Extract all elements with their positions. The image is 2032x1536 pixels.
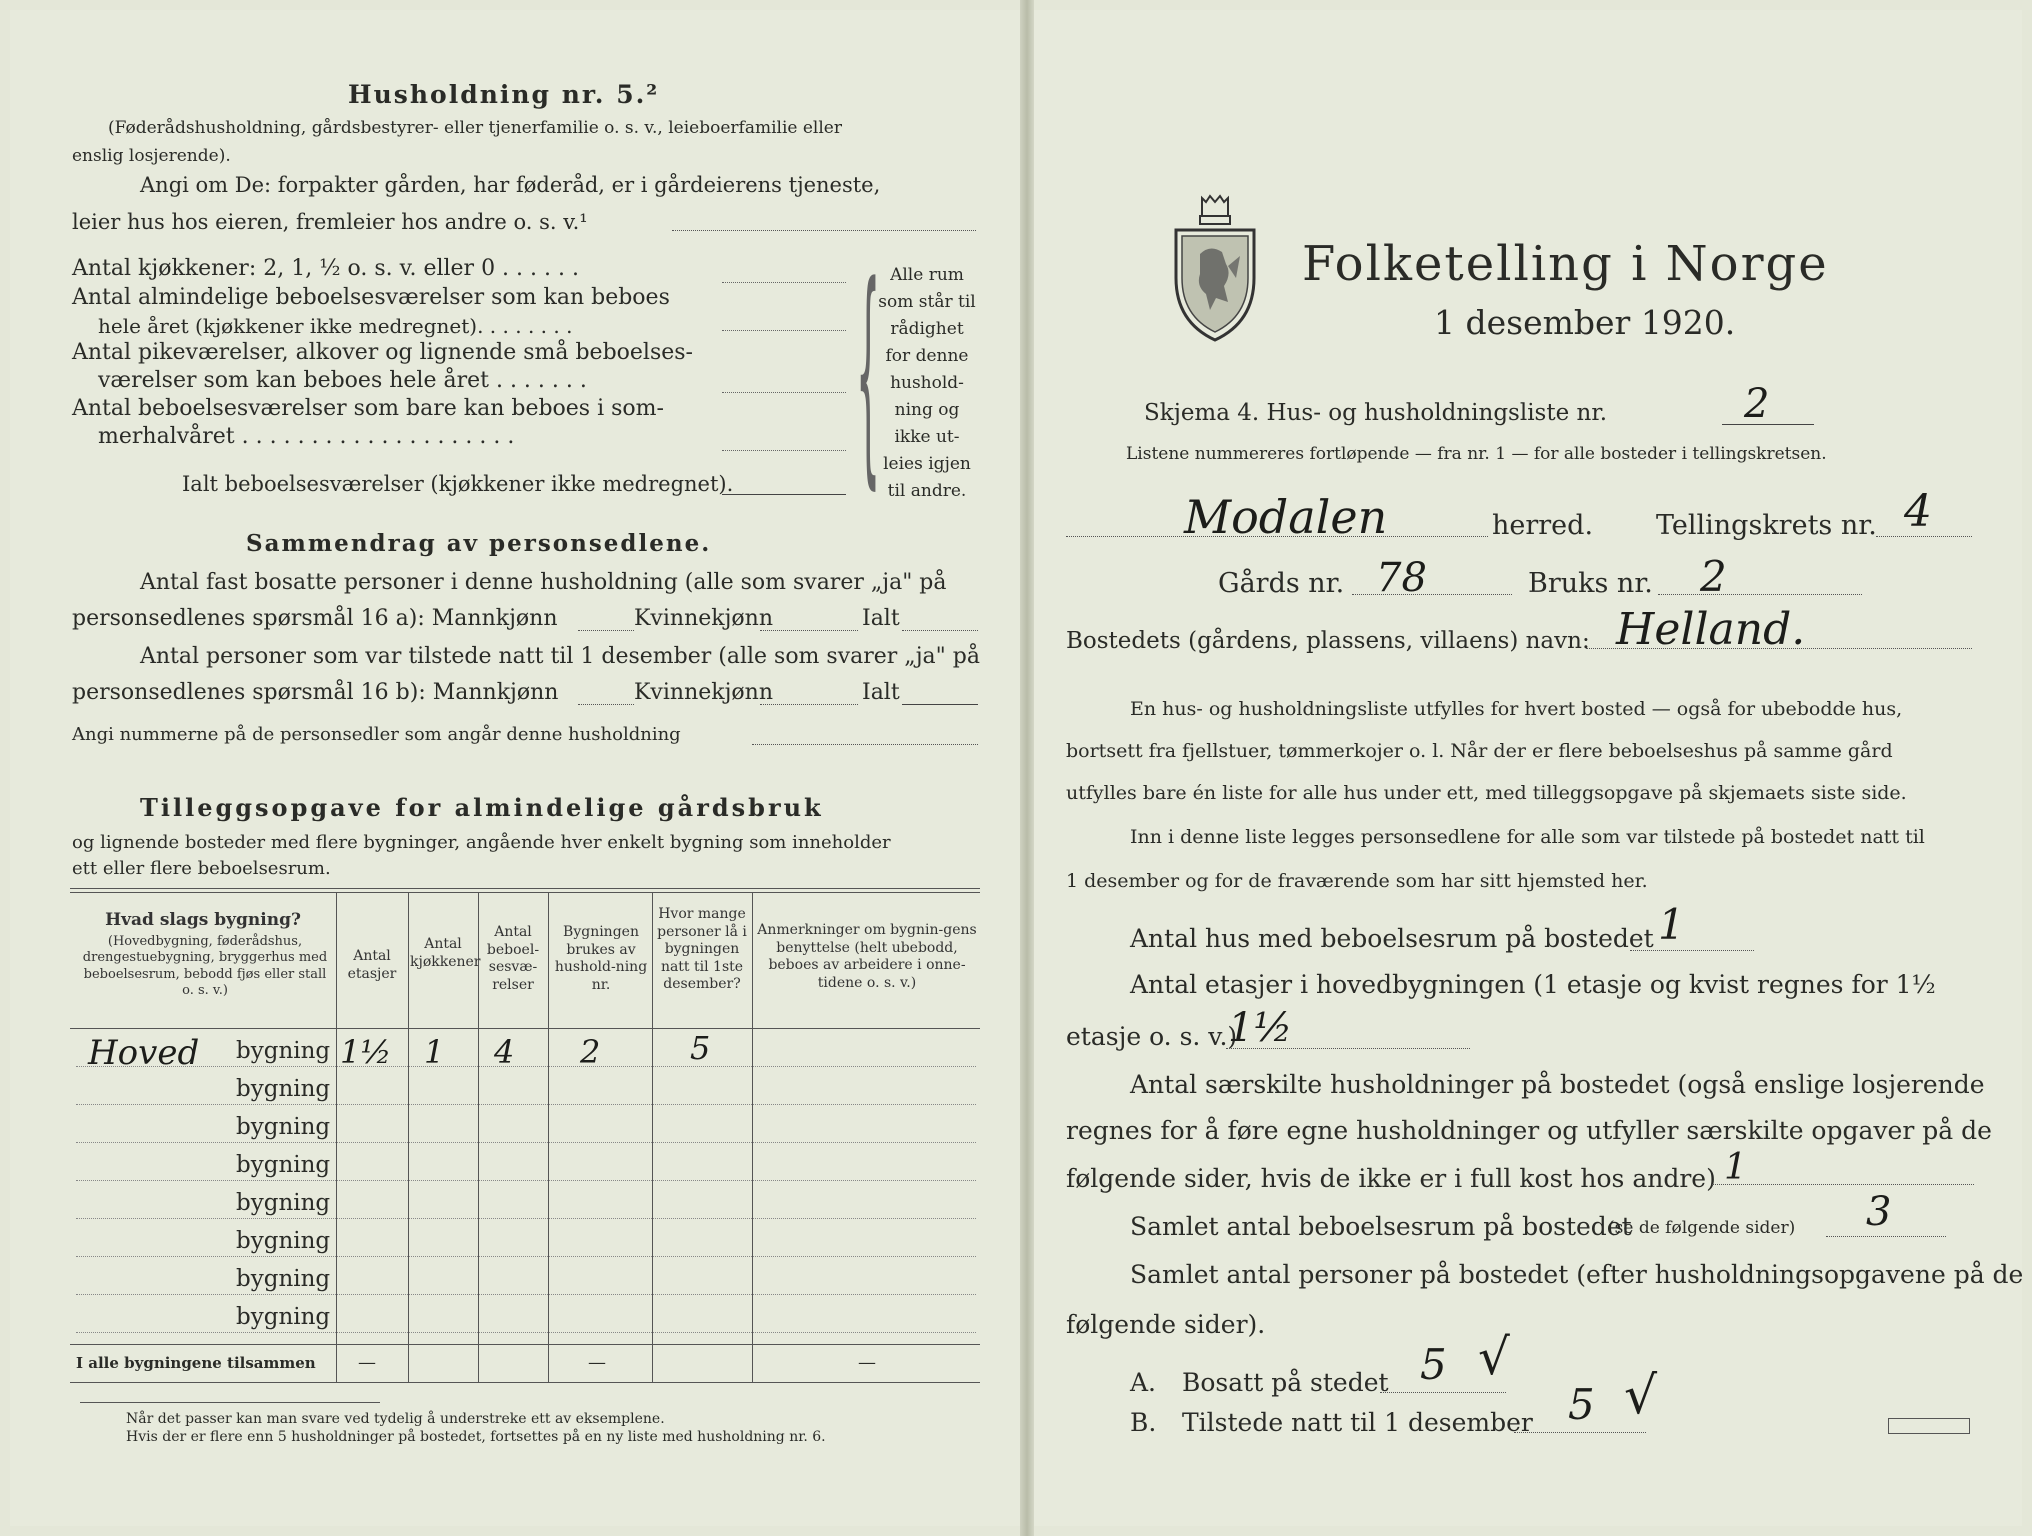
census-date: 1 desember 1920. xyxy=(1434,303,1736,342)
a-hush: 1 xyxy=(1724,1147,1747,1188)
ialt-b-line xyxy=(902,704,978,705)
table-header-rule xyxy=(70,1028,980,1029)
row-bygning-label: bygning xyxy=(236,1076,331,1102)
answer-ordinary xyxy=(722,330,846,331)
b-val-line xyxy=(1514,1432,1646,1433)
col-head-personer: Hvor mange personer lå i bygningen natt til 1ste desember? xyxy=(657,906,747,992)
answer-kitchens xyxy=(722,282,846,283)
answer-total xyxy=(722,494,846,495)
a-rum-line xyxy=(1826,1236,1946,1237)
table-row-line xyxy=(76,1294,976,1295)
ialt-a-line xyxy=(902,630,978,631)
b-check: √ xyxy=(1624,1366,1658,1426)
summary-title: Sammendrag av personsedlene. xyxy=(246,530,712,557)
a-hush-line xyxy=(1712,1184,1974,1185)
gards-label: Gårds nr. xyxy=(1218,568,1345,599)
side-note-line: ikke ut- xyxy=(894,427,960,447)
row1-type: Hoved xyxy=(88,1033,200,1073)
household-title: Husholdning nr. 5.² xyxy=(348,80,660,109)
printer-stamp xyxy=(1888,1418,1970,1434)
row1-husholdning: 2 xyxy=(580,1033,601,1071)
kvinne-b-line xyxy=(760,704,858,705)
q-hus: Antal hus med beboelsesrum på bostedet xyxy=(1130,924,1654,953)
coat-of-arms-icon xyxy=(1170,194,1260,344)
rooms-ordinary-2: hele året (kjøkkener ikke medregnet). . . . . . . . xyxy=(98,314,573,338)
instruction-2: bortsett fra fjellstuer, tømmerkojer o. l. Når der er flere beboelseshus på samme gård xyxy=(1066,740,1893,762)
col-head-type: Hvad slags bygning? xyxy=(105,910,301,930)
side-note-line: hushold- xyxy=(890,373,964,393)
a-check: √ xyxy=(1478,1328,1510,1386)
q-pers-1: Samlet antal personer på bostedet (efter husholdningsopgavene på de xyxy=(1130,1260,2024,1289)
instruction-4: Inn i denne liste legges personsedlene for alle som var tilstede på bostedet natt til xyxy=(1130,826,1925,848)
col-sep-6 xyxy=(752,892,753,1382)
row-bygning-label: bygning xyxy=(236,1114,331,1140)
table-row-line xyxy=(76,1332,976,1333)
summary-line-2: personsedlenes spørsmål 16 a): Mannkjønn xyxy=(72,606,558,631)
col-sep-4 xyxy=(548,892,549,1382)
tillegg-line-1: og lignende bosteder med flere bygninger, angående hver enkelt bygning som inneholder xyxy=(72,832,891,853)
a-text: Bosatt på stedet xyxy=(1182,1368,1389,1397)
kvinne-a-line xyxy=(760,630,858,631)
answer-summer xyxy=(722,450,846,451)
bostedets-label: Bostedets (gårdens, plassens, villaens) navn: xyxy=(1066,628,1590,654)
gards-nr: 78 xyxy=(1376,555,1427,601)
b-val: 5 xyxy=(1568,1380,1595,1429)
row1-vaerelser: 4 xyxy=(494,1033,515,1071)
tellingskrets-label: Tellingskrets nr. xyxy=(1656,510,1877,541)
kvinne-b: Kvinnekjønn xyxy=(634,680,773,705)
side-note xyxy=(872,262,982,505)
table-bottom-rule xyxy=(70,1382,980,1383)
ialt-b: Ialt xyxy=(862,680,900,705)
row-bygning-label: bygning xyxy=(236,1038,331,1064)
side-note-line: som står til xyxy=(878,292,976,312)
bruks-nr: 2 xyxy=(1700,552,1727,601)
col-head-etasjer: Antal etasjer xyxy=(347,948,397,982)
row1-etasjer: 1½ xyxy=(340,1033,392,1071)
table-row-line xyxy=(76,1180,976,1181)
instruction-3: utfylles bare én liste for alle hus under ett, med tilleggsopgave på skjemaets siste side. xyxy=(1066,782,1907,804)
total-dash-anmerkninger: — xyxy=(858,1352,876,1373)
angi-line-2: leier hus hos eieren, fremleier hos andre o. s. v.¹ xyxy=(72,210,588,234)
tillegg-line-2: ett eller flere beboelsesrum. xyxy=(72,858,331,879)
q-hush-2: regnes for å føre egne husholdninger og utfyller særskilte opgaver på de xyxy=(1066,1116,1992,1145)
col-sep-1 xyxy=(336,892,337,1382)
q-etasjer-2: etasje o. s. v.) xyxy=(1066,1022,1238,1051)
rooms-maid-2: værelser som kan beboes hele året . . . . . . . xyxy=(98,368,587,393)
side-note-line: til andre. xyxy=(887,481,967,501)
row-bygning-label: bygning xyxy=(236,1228,331,1254)
q-rum-note: (se de følgende sider) xyxy=(1608,1218,1796,1238)
rooms-kitchens: Antal kjøkkener: 2, 1, ½ o. s. v. eller 0 . . . . . . xyxy=(72,256,579,281)
herred-name: Modalen xyxy=(1184,490,1388,544)
side-note-line: leies igjen xyxy=(883,454,971,474)
summary-line-3: Antal personer som var tilstede natt til 1 desember (alle som svarer „ja" på xyxy=(140,644,980,669)
table-top-rule xyxy=(70,888,980,889)
q-hush-3: følgende sider, hvis de ikke er i full kost hos andre) xyxy=(1066,1164,1716,1193)
tellingskrets-nr: 4 xyxy=(1904,486,1932,537)
table-top-rule-2 xyxy=(70,892,980,893)
table-row-line xyxy=(76,1256,976,1257)
tillegg-title: Tilleggsopgave for almindelige gårdsbruk xyxy=(140,793,824,822)
instruction-5: 1 desember og for de fraværende som har sitt hjemsted her. xyxy=(1066,870,1648,892)
total-dash-husholdning: — xyxy=(588,1352,606,1373)
a-hus-line xyxy=(1630,950,1754,951)
household-note-2: enslig losjerende). xyxy=(72,146,231,166)
ialt-a: Ialt xyxy=(862,606,900,631)
footnote-2: Hvis der er flere enn 5 husholdninger på bostedet, fortsettes på en ny liste med husholdning nr. 6. xyxy=(126,1429,826,1445)
summary-line-4: personsedlenes spørsmål 16 b): Mannkjønn xyxy=(72,680,559,705)
table-total-rule xyxy=(70,1344,980,1345)
row-bygning-label: bygning xyxy=(236,1190,331,1216)
b-text: Tilstede natt til 1 desember xyxy=(1182,1408,1533,1437)
skjema-nr: 2 xyxy=(1744,381,1770,427)
table-row-line xyxy=(76,1066,976,1067)
col-head-type-note: (Hovedbygning, føderådshus, drengestuebygning, bryggerhus med beboelsesrum, bebodd fjøs eller stall o. s. v.) xyxy=(82,934,328,998)
table-row-line xyxy=(76,1142,976,1143)
row-bygning-label: bygning xyxy=(236,1266,331,1292)
row-bygning-label: bygning xyxy=(236,1152,331,1178)
table-row-line xyxy=(76,1218,976,1219)
angi-answer-line xyxy=(672,230,976,231)
herred-label: herred. xyxy=(1492,510,1594,541)
brace: { xyxy=(856,236,881,510)
col-head-anmerkninger: Anmerkninger om bygnin-gens benyttelse (helt ubebodd, beboes av arbeidere i onne-tidene o. s. v.) xyxy=(757,922,977,991)
instruction-1: En hus- og husholdningsliste utfylles for hvert bosted — også for ubebodde hus, xyxy=(1130,698,1903,720)
bruks-label: Bruks nr. xyxy=(1528,568,1653,599)
mann-a-line xyxy=(578,630,634,631)
kvinne-a: Kvinnekjønn xyxy=(634,606,773,631)
side-note-line: rådighet xyxy=(890,319,964,339)
skjema-label: Skjema 4. Hus- og husholdningsliste nr. xyxy=(1144,400,1608,426)
q-hush-1: Antal særskilte husholdninger på bostedet (også enslige losjerende xyxy=(1130,1070,1985,1099)
listene-note: Listene nummereres fortløpende — fra nr. 1 — for alle bosteder i tellingskretsen. xyxy=(1126,444,1827,464)
col-sep-2 xyxy=(408,892,409,1382)
summary-line-1: Antal fast bosatte personer i denne husholdning (alle som svarer „ja" på xyxy=(140,570,947,595)
a-val-line xyxy=(1380,1392,1506,1393)
mann-b-line xyxy=(578,704,634,705)
a-etasjer: 1½ xyxy=(1228,1005,1293,1051)
col-head-vaerelser: Antal beboel-sesvæ-relser xyxy=(486,924,540,993)
total-label: I alle bygningene tilsammen xyxy=(76,1354,316,1372)
rooms-maid: Antal pikeværelser, alkover og lignende små beboelses- xyxy=(72,340,693,365)
household-note-1: (Føderådshusholdning, gårdsbestyrer- eller tjenerfamilie o. s. v., leieboerfamilie eller xyxy=(108,118,842,138)
census-title: Folketelling i Norge xyxy=(1302,236,1829,292)
nummerne-line xyxy=(752,744,978,745)
total-dash-etasjer: — xyxy=(358,1352,376,1373)
angi-line-1: Angi om De: forpakter gården, har føderåd, er i gårdeierens tjeneste, xyxy=(140,173,881,197)
row-bygning-label: bygning xyxy=(236,1304,331,1330)
a-val: 5 xyxy=(1420,1340,1447,1389)
table-row-line xyxy=(76,1104,976,1105)
side-note-line: ning og xyxy=(894,400,960,420)
row1-kjokkener: 1 xyxy=(424,1033,445,1071)
a-rum: 3 xyxy=(1866,1189,1892,1235)
b-label: B. xyxy=(1130,1408,1157,1437)
page-fold xyxy=(1020,0,1034,1536)
a-hus: 1 xyxy=(1658,900,1685,949)
side-note-line: Alle rum xyxy=(890,265,964,285)
row1-personer: 5 xyxy=(690,1029,711,1067)
rooms-summer-2: merhalvåret . . . . . . . . . . . . . . . . . . . . xyxy=(98,424,515,449)
footnote-rule xyxy=(80,1402,380,1403)
rooms-ordinary: Antal almindelige beboelsesværelser som kan beboes xyxy=(72,285,670,310)
a-label: A. xyxy=(1130,1368,1157,1397)
q-rum: Samlet antal beboelsesrum på bostedet xyxy=(1130,1212,1632,1241)
q-etasjer-1: Antal etasjer i hovedbygningen (1 etasje og kvist regnes for 1½ xyxy=(1130,970,1936,999)
footnote-1: Når det passer kan man svare ved tydelig å understreke ett av eksemplene. xyxy=(126,1411,665,1427)
answer-maid xyxy=(722,392,846,393)
col-head-kjokkener: Antal kjøkkener xyxy=(410,936,481,970)
bruks-line xyxy=(1658,594,1862,595)
side-note-line: for denne xyxy=(885,346,969,366)
col-sep-5 xyxy=(652,892,653,1382)
q-pers-2: følgende sider). xyxy=(1066,1310,1266,1339)
col-head-husholdning: Bygningen brukes av hushold-ning nr. xyxy=(554,924,648,993)
rooms-total: Ialt beboelsesværelser (kjøkkener ikke medregnet). xyxy=(182,472,734,496)
angi-nummerne: Angi nummerne på de personsedler som angår denne husholdning xyxy=(72,724,681,745)
bosted-name: Helland. xyxy=(1616,604,1806,655)
rooms-summer: Antal beboelsesværelser som bare kan beboes i som- xyxy=(72,396,664,421)
